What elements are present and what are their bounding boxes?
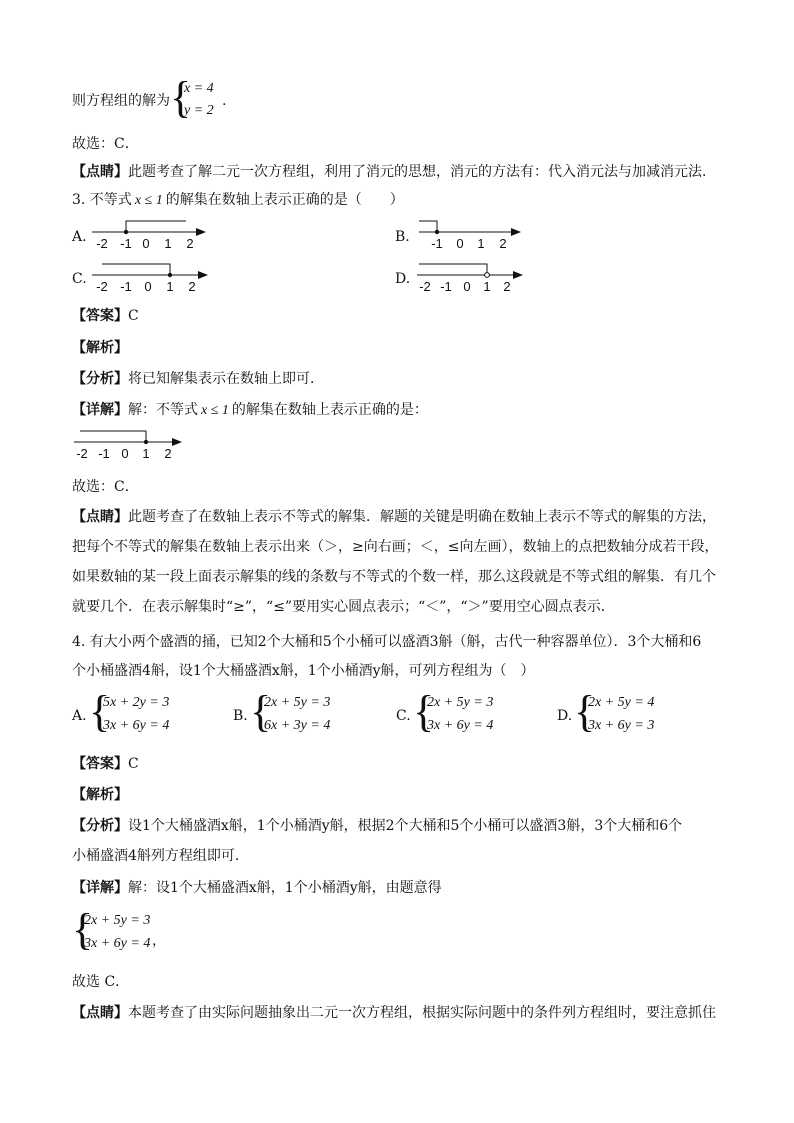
tick-label: 0 <box>142 236 150 250</box>
answer-value: C <box>128 308 139 324</box>
tick-label: 0 <box>121 446 129 460</box>
stem-math: x ≤ 1 <box>134 193 163 208</box>
q3-comment-line-2: 把每个不等式的解集在数轴上表示出来（＞，≥向右画；＜，≤向左画），数轴上的点把数轴分成若干段， <box>72 539 719 555</box>
q4-conclusion: 故选 C． <box>72 974 130 990</box>
tick-label: -2 <box>96 236 108 250</box>
equation-2: 3x + 6y = 4 <box>103 718 170 733</box>
q3-answer <box>72 307 139 325</box>
tick-label: 1 <box>164 236 172 250</box>
q3-option-d[interactable] <box>395 270 410 288</box>
tick-label: -2 <box>96 279 108 293</box>
comment-text: 此题考查了在数轴上表示不等式的解集．解题的关键是明确在数轴上表示不等式的解集的方法， <box>128 509 716 525</box>
q4-analysis-tag: 【解析】 <box>72 787 128 803</box>
solution-line <box>419 221 437 232</box>
detail-part: 解：不等式 <box>128 402 198 418</box>
tick-label: -1 <box>440 279 452 293</box>
number-line-c <box>88 259 212 293</box>
stem-part: 3. 不等式 <box>72 192 132 208</box>
option-label: D. <box>557 708 573 724</box>
q4-fenxi-line-1 <box>72 817 682 835</box>
equation-2: 3x + 6y = 4 <box>84 936 151 951</box>
tick-label: 0 <box>456 236 464 250</box>
comment-text: 本题考查了由实际问题抽象出二元一次方程组，根据实际问题中的条件列方程组时，要注意抓住 <box>128 1005 716 1021</box>
equation-1: 2x + 5y = 3 <box>84 913 151 928</box>
stem-part: 的解集在数轴上表示正确的是（ ） <box>165 192 404 208</box>
q3-comment-line-3: 如果数轴的某一段上面表示解集的线的条数与不等式的个数一样，那么这段就是不等式组的解集．有几个 <box>72 569 716 585</box>
solid-dot <box>144 440 148 444</box>
axis-arrow <box>511 228 521 236</box>
q4-option-c[interactable] <box>396 687 536 740</box>
system-brace: { <box>574 687 596 736</box>
solution-y: y = 2 <box>184 103 214 118</box>
q3-fenxi <box>72 370 324 388</box>
detail-number-line <box>70 426 186 460</box>
equation-1: 2x + 5y = 4 <box>588 695 655 710</box>
hollow-dot <box>485 273 490 278</box>
detail-text: 解：设1个大桶盛酒x斛，1个小桶酒y斛，由题意得 <box>128 880 442 896</box>
equation-1: 5x + 2y = 3 <box>103 695 170 710</box>
number-line-a <box>88 216 208 250</box>
q3-analysis-tag: 【解析】 <box>72 340 128 356</box>
q4-fenxi-line-2: 小桶盛酒4斛列方程组即可． <box>72 848 249 864</box>
option-label: A. <box>72 229 87 245</box>
tick-label: 2 <box>499 236 507 250</box>
tick-label: 1 <box>483 279 491 293</box>
detail-part: 的解集在数轴上表示正确的是： <box>231 402 428 418</box>
equation-1: 2x + 5y = 3 <box>264 695 331 710</box>
solution-x: x = 4 <box>184 81 214 96</box>
answer-tag: 【答案】 <box>72 308 128 324</box>
q2-conclusion: 故选：C． <box>72 136 139 152</box>
solution-line <box>126 221 186 232</box>
comment-tag: 【点睛】 <box>72 1005 128 1021</box>
equation-1: 2x + 5y = 3 <box>427 695 494 710</box>
equation-2: 3x + 6y = 4 <box>427 718 494 733</box>
axis-arrow <box>196 228 206 236</box>
tick-label: 1 <box>477 236 485 250</box>
option-label: C. <box>396 708 411 724</box>
q3-option-b[interactable] <box>395 228 410 246</box>
q4-comment <box>72 1004 716 1022</box>
solution-line <box>102 264 170 275</box>
tick-label: 2 <box>186 236 194 250</box>
tick-label: -1 <box>98 446 110 460</box>
solution-suffix: . <box>222 93 227 109</box>
solid-dot <box>124 230 128 234</box>
option-label: B. <box>395 229 410 245</box>
number-line-d <box>413 259 527 293</box>
axis-arrow <box>198 271 208 279</box>
number-line-b <box>415 216 525 250</box>
comment-tag: 【点睛】 <box>72 509 128 525</box>
q4-detail <box>72 879 442 897</box>
fenxi-tag: 【分析】 <box>72 371 128 387</box>
tick-label: 1 <box>166 279 174 293</box>
fenxi-tag: 【分析】 <box>72 818 128 834</box>
q4-option-d[interactable] <box>557 687 697 740</box>
detail-tag: 【详解】 <box>72 880 128 896</box>
equation-suffix: ， <box>152 933 166 949</box>
tick-label: -1 <box>431 236 443 250</box>
equation-2: 6x + 3y = 4 <box>264 718 331 733</box>
solid-dot <box>168 273 172 277</box>
q3-conclusion: 故选：C． <box>72 479 139 495</box>
system-brace: { <box>413 687 435 736</box>
detail-math: x ≤ 1 <box>201 403 229 418</box>
option-label: B. <box>233 708 248 724</box>
tick-label: 2 <box>503 279 511 293</box>
solid-dot <box>435 230 439 234</box>
fenxi-text: 将已知解集表示在数轴上即可． <box>128 371 324 387</box>
axis-arrow <box>172 438 182 446</box>
q4-option-a[interactable] <box>72 687 212 740</box>
tick-label: -2 <box>76 446 88 460</box>
tick-label: 2 <box>164 446 172 460</box>
tick-label: 2 <box>188 279 196 293</box>
answer-value: C <box>128 756 139 772</box>
q2-comment <box>72 163 716 181</box>
comment-text: 此题考查了解二元一次方程组，利用了消元的思想，消元的方法有：代入消元法与加减消元法． <box>128 164 716 180</box>
tick-label: -2 <box>419 279 431 293</box>
fenxi-text: 设1个大桶盛酒x斛，1个小桶酒y斛，根据2个大桶和5个小桶可以盛酒3斛，3个大桶和6个 <box>128 818 683 834</box>
system-brace: { <box>250 687 272 736</box>
axis-arrow <box>513 271 523 279</box>
tick-label: -1 <box>120 279 132 293</box>
system-brace: { <box>72 905 94 954</box>
equation-2: 3x + 6y = 3 <box>588 718 655 733</box>
option-label: D. <box>395 271 411 287</box>
q3-comment-line-1 <box>72 508 716 526</box>
detail-tag: 【详解】 <box>72 402 128 418</box>
tick-label: 0 <box>144 279 152 293</box>
option-label: A. <box>72 708 87 724</box>
q4-detail-system <box>72 905 192 958</box>
system-brace: { <box>89 687 111 736</box>
tick-label: 0 <box>463 279 471 293</box>
q4-stem-line-2: 个小桶盛酒4斛，设1个大桶盛酒x斛，1个小桶酒y斛，可列方程组为（ ） <box>72 663 535 679</box>
solution-line <box>80 431 146 442</box>
q3-option-a[interactable] <box>72 228 87 246</box>
q3-detail <box>72 401 428 420</box>
solution-brace: { <box>170 73 192 122</box>
q3-option-c[interactable] <box>72 270 87 288</box>
solution-line <box>419 264 487 275</box>
tick-label: -1 <box>120 236 132 250</box>
q4-stem-line-1: 4. 有大小两个盛酒的捅，已知2个大桶和5个小桶可以盛酒3斛（斛，古代一种容器单位）．3个大桶和6 <box>72 634 702 650</box>
q3-stem <box>72 191 404 210</box>
q4-option-b[interactable] <box>233 687 373 740</box>
intro-prefix: 则方程组的解为 <box>72 93 170 109</box>
comment-tag: 【点睛】 <box>72 164 128 180</box>
answer-tag: 【答案】 <box>72 756 128 772</box>
q4-answer <box>72 755 139 773</box>
tick-label: 1 <box>142 446 150 460</box>
q3-comment-line-4: 就要几个．在表示解集时“≥”，“≤”要用实心圆点表示；“＜”，“＞”要用空心圆点表示． <box>72 599 615 615</box>
option-label: C. <box>72 271 87 287</box>
